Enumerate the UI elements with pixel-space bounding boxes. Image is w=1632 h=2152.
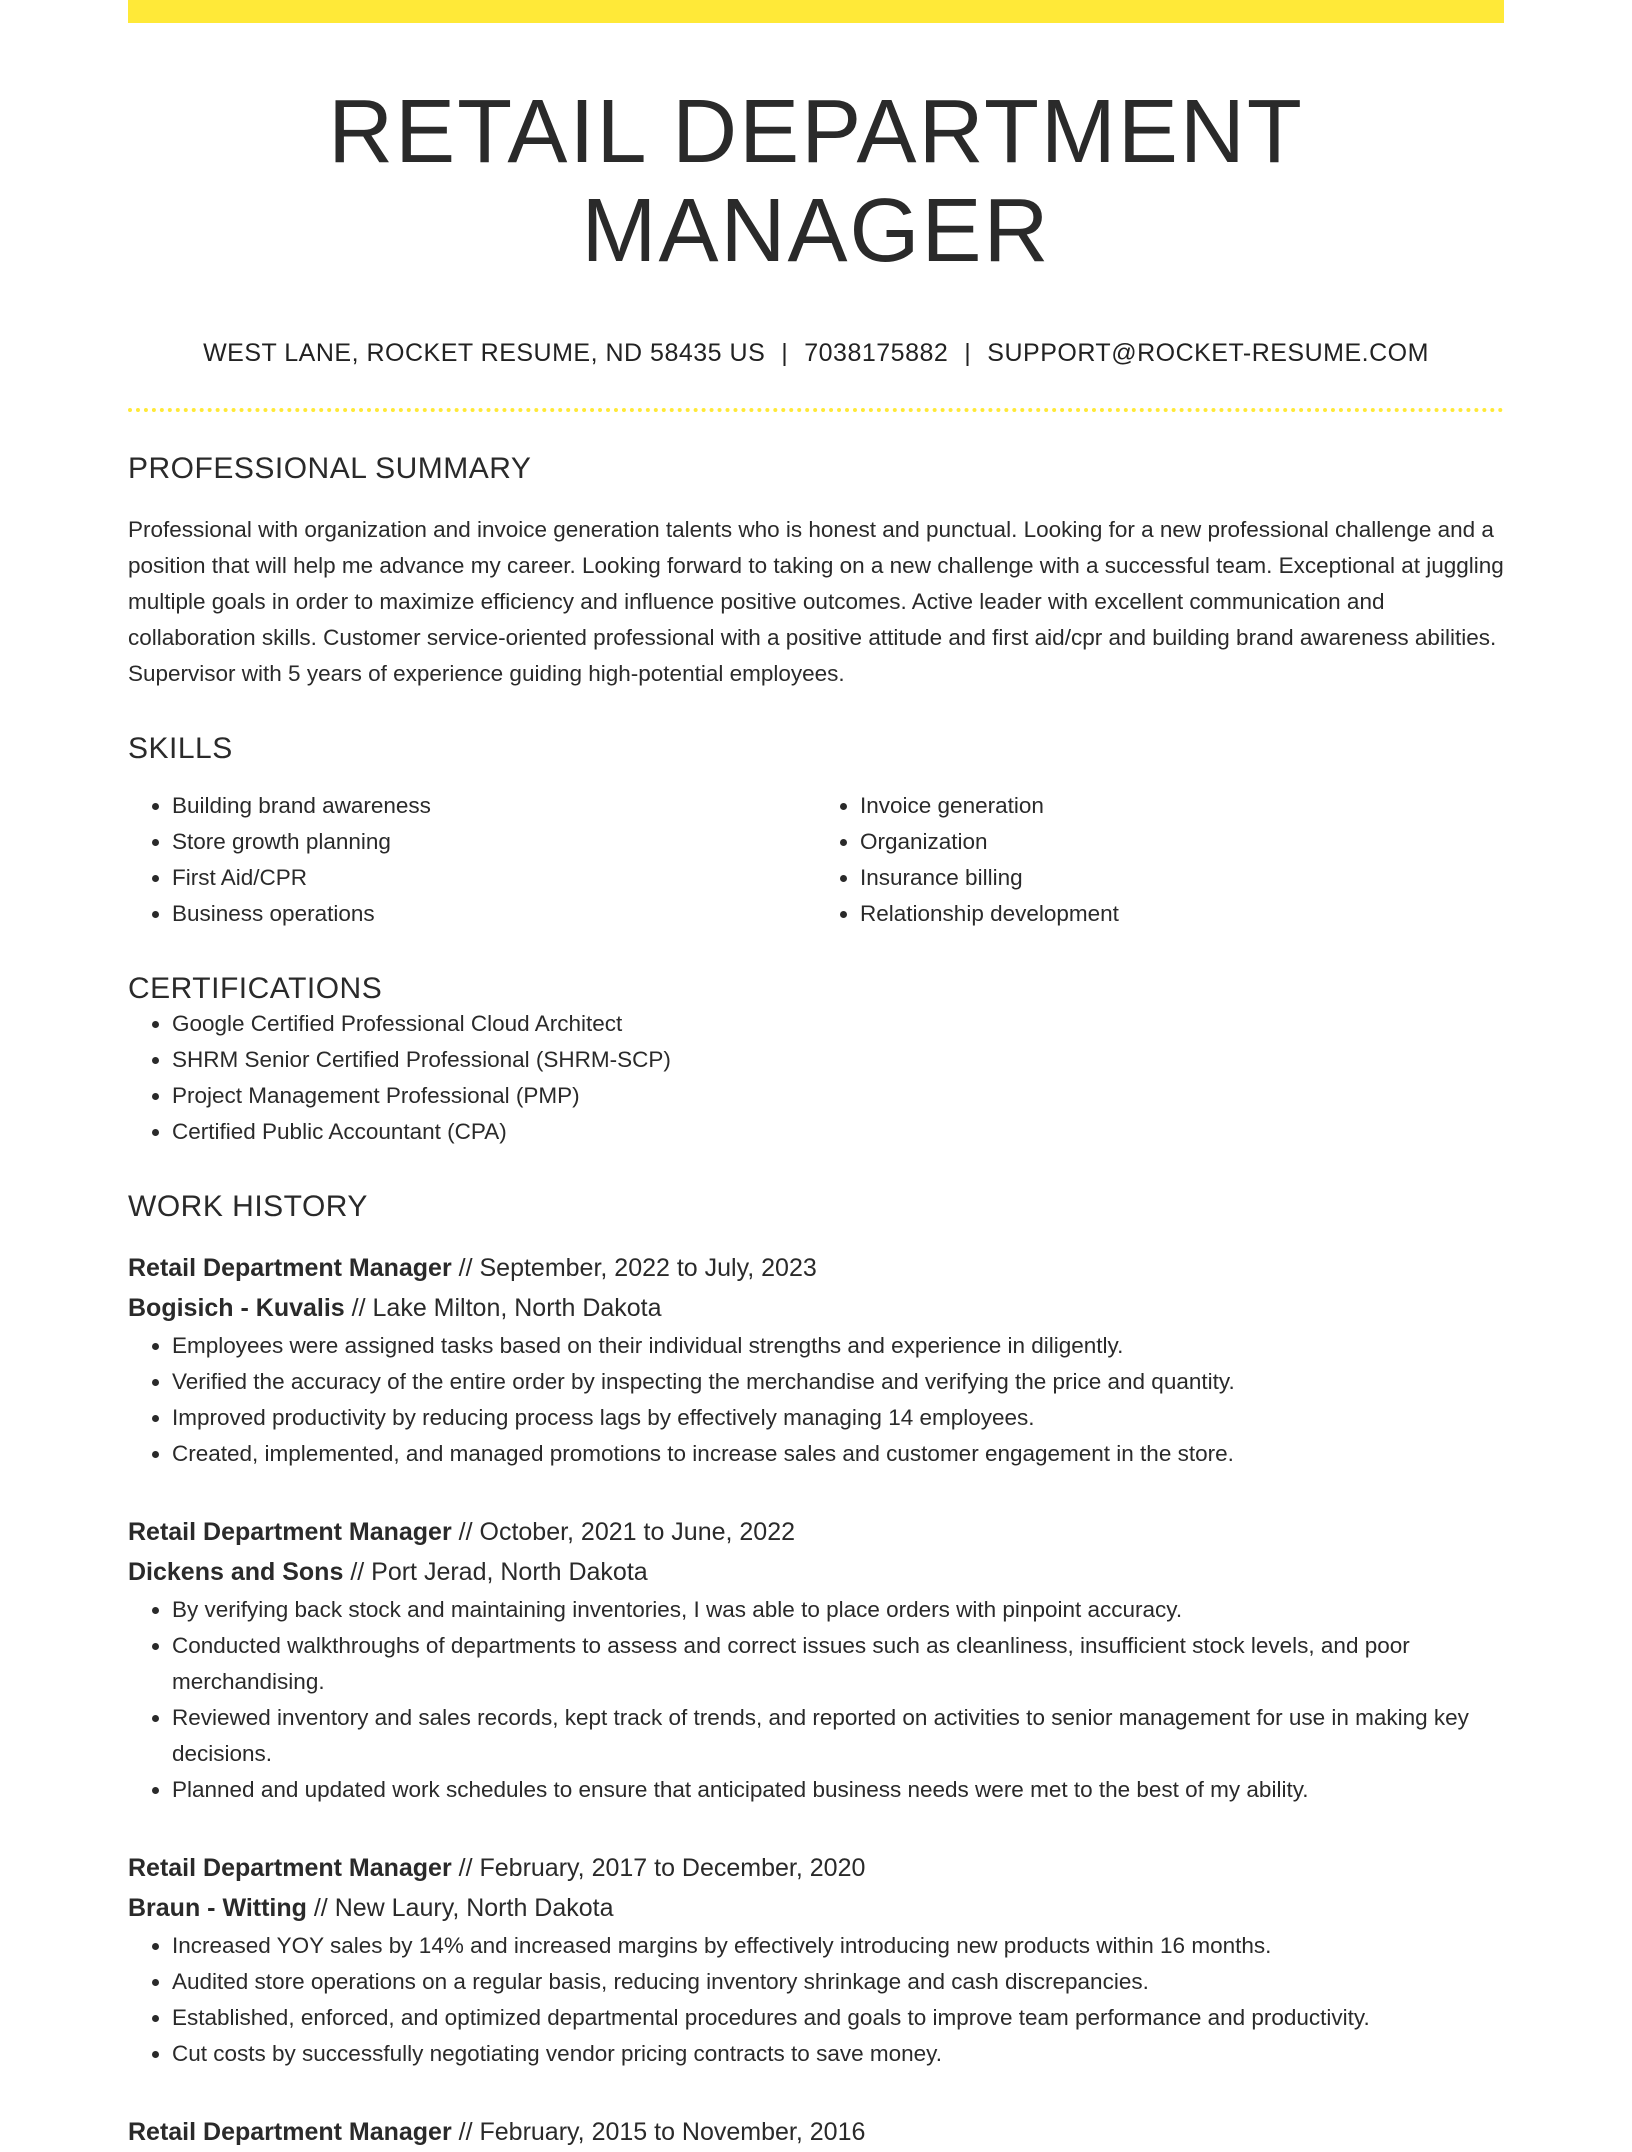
job-role: Retail Department Manager — [128, 1854, 452, 1882]
job-location: // Lake Milton, North Dakota — [351, 1294, 662, 1322]
job-location: // Port Jerad, North Dakota — [350, 1558, 648, 1586]
contact-separator: | — [964, 339, 972, 367]
job-entry — [128, 1248, 1504, 1472]
contact-line — [128, 339, 1504, 368]
job-dates: // February, 2017 to December, 2020 — [458, 1854, 866, 1882]
contact-address: WEST LANE, ROCKET RESUME, ND 58435 US — [203, 339, 766, 367]
job-company-line — [128, 1288, 1504, 1328]
job-bullet: • Established, enforced, and optimized departmental procedures and goals to improve team performance and productivity. — [172, 2000, 1504, 2036]
skill-item: • Invoice generation — [860, 788, 1504, 824]
job-bullet: • Audited store operations on a regular basis, reducing inventory shrinkage and cash discrepancies. — [172, 1964, 1504, 2000]
job-role: Retail Department Manager — [128, 1518, 452, 1546]
certifications-heading: CERTIFICATIONS — [128, 972, 383, 1005]
skill-item: • Organization — [860, 824, 1504, 860]
job-entry — [128, 2112, 1504, 2152]
job-bullet: • Employees were assigned tasks based on their individual strengths and experience in diligently. — [172, 1328, 1504, 1364]
job-dates: // September, 2022 to July, 2023 — [458, 1254, 817, 1282]
certifications-list — [128, 1006, 1504, 1150]
summary-text: Professional with organization and invoice generation talents who is honest and punctual. Looking for a new professional challenge and a position that will help me advance my career. Looking forward to taking on a new challenge with a successful team. Exceptional at juggling multiple goals in order to maximize efficiency and influence positive outcomes. Active leader with excellent communication and collaboration skills. Customer service-oriented professional with a positive attitude and first aid/cpr and building brand awareness abilities. Supervisor with 5 years of experience guiding high-potential employees. — [128, 517, 1504, 686]
contact-separator: | — [781, 339, 789, 367]
job-bullet: • Increased YOY sales by 14% and increased margins by effectively introducing new products within 16 months. — [172, 1928, 1504, 1964]
skill-item: • Store growth planning — [172, 824, 816, 860]
work-history-heading: WORK HISTORY — [128, 1190, 368, 1223]
skill-item: • First Aid/CPR — [172, 860, 816, 896]
job-dates: // February, 2015 to November, 2016 — [458, 2118, 866, 2146]
certification-item: • Certified Public Accountant (CPA) — [172, 1114, 1504, 1150]
skills-left-list — [128, 788, 816, 932]
certification-item: • Google Certified Professional Cloud Architect — [172, 1006, 1504, 1042]
job-bullet: • Verified the accuracy of the entire order by inspecting the merchandise and verifying the price and quantity. — [172, 1364, 1504, 1400]
job-company: Bogisich - Kuvalis — [128, 1294, 345, 1322]
job-role-line — [128, 1512, 1504, 1552]
job-bullet: • Improved productivity by reducing process lags by effectively managing 14 employees. — [172, 1400, 1504, 1436]
job-role-line — [128, 1248, 1504, 1288]
resume-name-title: RETAIL DEPARTMENT MANAGER — [328, 82, 1304, 281]
job-role-line — [128, 1848, 1504, 1888]
skills-heading: SKILLS — [128, 732, 233, 765]
job-company: Braun - Witting — [128, 1894, 307, 1922]
skill-item: • Relationship development — [860, 896, 1504, 932]
certification-item: • SHRM Senior Certified Professional (SHRM-SCP) — [172, 1042, 1504, 1078]
job-bullet: • Conducted walkthroughs of departments to assess and correct issues such as cleanliness, insufficient stock levels, and poor merchandising. — [172, 1628, 1504, 1700]
job-bullet: • Planned and updated work schedules to ensure that anticipated business needs were met to the best of my ability. — [172, 1772, 1504, 1808]
skills-right-list — [816, 788, 1504, 932]
job-bullet: • Cut costs by successfully negotiating vendor pricing contracts to save money. — [172, 2036, 1504, 2072]
certification-item: • Project Management Professional (PMP) — [172, 1078, 1504, 1114]
job-company-line — [128, 1552, 1504, 1592]
contact-email: SUPPORT@ROCKET-RESUME.COM — [987, 339, 1429, 367]
job-entry — [128, 1512, 1504, 1808]
top-accent-bar — [128, 0, 1504, 23]
summary-heading: PROFESSIONAL SUMMARY — [128, 452, 532, 485]
skill-item: • Business operations — [172, 896, 816, 932]
skill-item: • Building brand awareness — [172, 788, 816, 824]
dotted-divider — [128, 408, 1504, 412]
contact-phone: 7038175882 — [804, 339, 949, 367]
job-bullets — [128, 1328, 1504, 1472]
job-location: // New Laury, North Dakota — [313, 1894, 614, 1922]
skills-grid — [128, 788, 1504, 932]
job-bullet: • By verifying back stock and maintaining inventories, I was able to place orders with pinpoint accuracy. — [172, 1592, 1504, 1628]
job-bullets — [128, 1928, 1504, 2072]
job-role: Retail Department Manager — [128, 2118, 452, 2146]
job-bullet: • Created, implemented, and managed promotions to increase sales and customer engagement in the store. — [172, 1436, 1504, 1472]
job-role-line — [128, 2112, 1504, 2152]
job-bullet: • Reviewed inventory and sales records, kept track of trends, and reported on activities to senior management for use in making key decisions. — [172, 1700, 1504, 1772]
job-role: Retail Department Manager — [128, 1254, 452, 1282]
job-bullets — [128, 1592, 1504, 1808]
job-entry — [128, 1848, 1504, 2072]
resume-page — [128, 0, 1504, 2152]
job-dates: // October, 2021 to June, 2022 — [458, 1518, 796, 1546]
job-company-line — [128, 1888, 1504, 1928]
job-company: Dickens and Sons — [128, 1558, 344, 1586]
skill-item: • Insurance billing — [860, 860, 1504, 896]
